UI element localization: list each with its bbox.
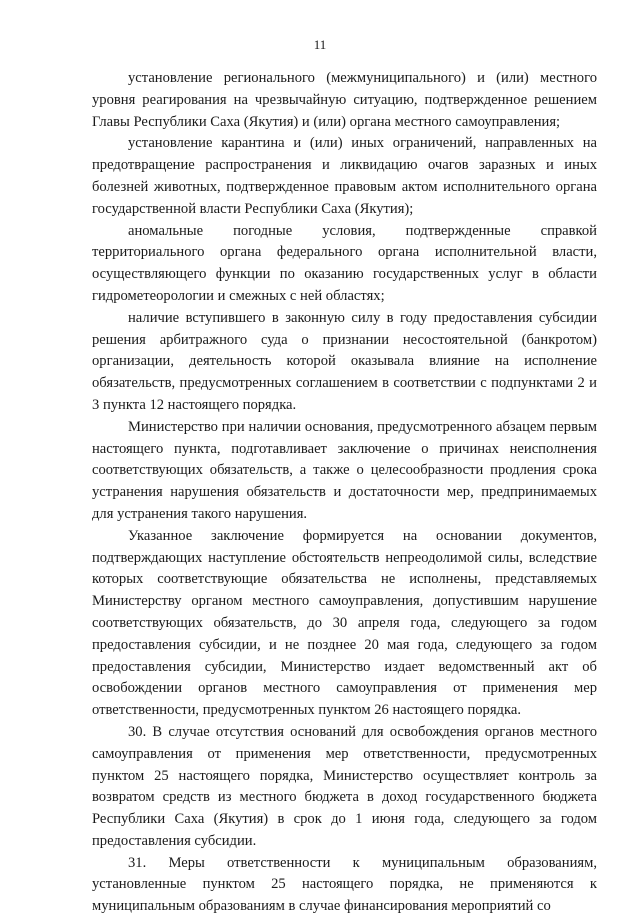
paragraph-conclusion-basis: Указанное заключение формируется на основании документов, подтверждающих наступление обстоятельств непреодолимой силы, вследствие которых соответствующие обязательства не исполнены, представляемых Министерству органом местного самоуправления, допустившим нарушение соответствующих обязательств, до 30 апреля года, следующего за годом предоставления субсидии, и не позднее 20 мая года, следующего за годом предоставления субсидии, Министерство издает ведомственный акт об освобождении органов местного самоуправления от применения мер ответственности, предусмотренных пунктом 26 настоящего порядка. bbox=[92, 527, 597, 719]
paragraph-bankruptcy-decision: наличие вступившего в законную силу в году предоставления субсидии решения арбитражного суда о признании несостоятельной (банкротом) организации, деятельность которой оказывала влияние на исполнение обязательств, предусмотренных соглашением в соответствии с подпунктами 2 и 3 пункта 12 настоящего порядка. bbox=[92, 309, 597, 413]
paragraph-item-30: 30. В случае отсутствия оснований для освобождения органов местного самоуправления от применения мер ответственности, предусмотренных пунктом 25 настоящего порядка, Министерство осуществляет контроль за возвратом средств из местного бюджета в доход государственного бюджета Республики Саха (Якутия) в срок до 1 июня года, следующего за годом предоставления субсидии. bbox=[92, 723, 597, 849]
paragraph-item-31: 31. Меры ответственности к муниципальным образованиям, установленные пунктом 25 настоящего порядка, не применяются к муниципальным образованиям в случае финансирования мероприятий со bbox=[92, 854, 597, 915]
paragraph-abnormal-weather: аномальные погодные условия, подтвержденные справкой территориального органа федерального органа исполнительной власти, осуществляющего функции по оказанию государственных услуг в области гидрометеорологии и смежных с ней областях; bbox=[92, 222, 597, 304]
paragraph-quarantine: установление карантина и (или) иных ограничений, направленных на предотвращение распространения и ликвидацию очагов заразных и иных болезней животных, подтвержденное правовым актом исполнительного органа государственной власти Республики Саха (Якутия); bbox=[92, 135, 597, 217]
paragraph-ministry-conclusion: Министерство при наличии основания, предусмотренного абзацем первым настоящего пункта, подготавливает заключение о причинах неисполнения соответствующих обязательств, а также о целесообразности продления срока устранения нарушения обязательств и достаточности мер, предпринимаемых для устранения такого нарушения. bbox=[92, 418, 597, 522]
paragraph-emergency-response: установление регионального (межмуниципального) и (или) местного уровня реагирования на чрезвычайную ситуацию, подтвержденное решением Главы Республики Саха (Якутия) и (или) органа местного самоуправления; bbox=[92, 70, 597, 130]
document-body bbox=[92, 68, 597, 918]
page-number: 11 bbox=[313, 37, 327, 52]
